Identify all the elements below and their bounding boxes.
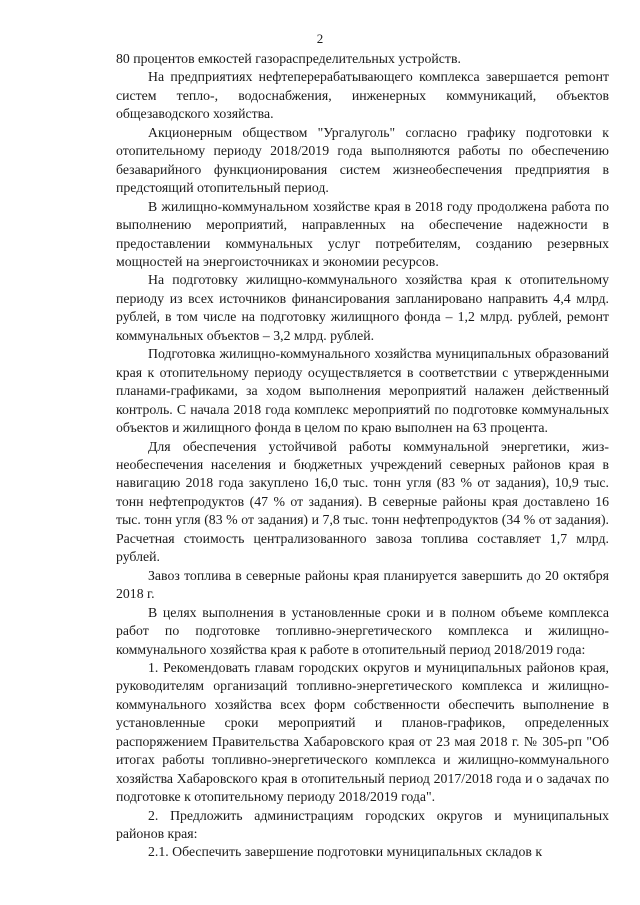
paragraph-northern-fuel: Для обеспечения устойчивой работы коммунальной энергетики, жизнеобеспечения населения и бюджетных учреждений северных районов края в навигацию 2018 года закуплено 16,0 тыс. тонн угля (83 % от задания), 10,9 тыс. тонн нефтепродуктов (47 % от задания). В северные районы края доставлено 16 тыс. тонн угля (83 % от задания) и 7,8 тыс. тонн нефтепродуктов (34 % от задания). Расчетная стоимость централизованного завоза топлива составляет 1,7 млрд. рублей. <box>116 438 609 565</box>
paragraph-financing: На подготовку жилищно-коммунального хозяйства края к отопительному периоду из всех источников финансирования запланировано направить 4,4 млрд. рублей, в том числе на подготовку жилищного фонда – 1,2 млрд. рублей, ремонт коммунальных объектов – 3,2 млрд. рублей. <box>116 272 609 343</box>
paragraph-item-2-1: 2.1. Обеспечить завершение подготовки муниципальных складов к <box>148 844 543 860</box>
paragraph-item-2: 2. Предложить администрациям городских округов и муниципальных районов края: <box>116 807 609 842</box>
paragraph-goals: В целях выполнения в установленные сроки и в полном объеме комплекса работ по подготовке топливно-энергетического комплекса и жилищно-коммунального хозяйства края к работе в отопительный период 2018/2019 года: <box>116 604 609 657</box>
paragraph-item-1: 1. Рекомендовать главам городских округов и муниципальных районов края, руководителям организаций топливно-энергетического комплекса и жилищно-коммунального хозяйства всех форм собственности обеспечить выполнение в установленные сроки мероприятий и планов-графиков, определенных распоряжением Правительства Хабаровского края от 23 мая 2018 г. № 305-рп "Об итогах работы топливно-энергетического комплекса и жилищно-коммунального хозяйства Хабаровского края в отопительный период 2017/2018 года и о задачах по подготовке к отопительному периоду 2018/2019 года". <box>116 659 609 805</box>
paragraph-gas-capacity: 80 процентов емкостей газораспределительных устройств. <box>116 51 461 66</box>
paragraph-fuel-deadline: Завоз топлива в северные районы края планируется завершить до 20 октября 2018 г. <box>116 567 609 602</box>
document-body <box>116 50 609 862</box>
page-number: 2 <box>316 31 324 46</box>
paragraph-housing-utilities: В жилищно-коммунальном хозяйстве края в 2018 году продолжена работа по выполнению мероприятий, направленных на обеспечение надежности в предоставлении коммунальных услуг потребителям, созданию резервных мощностей на энергоисточниках и экономии ресурсов. <box>116 198 609 269</box>
paragraph-urgalugol: Акционерным обществом "Ургалуголь" согласно графику подготовки к отопительному периоду 2018/2019 года выполняются работы по обеспечению безаварийного функционирования систем жизнеобеспечения предприятия в предстоящий отопительный период. <box>116 124 609 196</box>
paragraph-municipal-preparation: Подготовка жилищно-коммунального хозяйства муниципальных образований края к отопительному периоду осуществляется в соответствии с утвержденными планами-графиками, за ходом выполнения мероприятий налажен действенный контроль. С начала 2018 года комплекс мероприятий по подготовке коммунальных объектов и жилищного фонда в целом по краю выполнен на 63 процента. <box>116 346 609 436</box>
paragraph-oil-refining: На предприятиях нефтеперерабатывающего комплекса завершается реmонт систем тепло-, водоснабжения, инженерных коммуникаций, объектов общезаводского хозяйства. <box>116 69 609 122</box>
